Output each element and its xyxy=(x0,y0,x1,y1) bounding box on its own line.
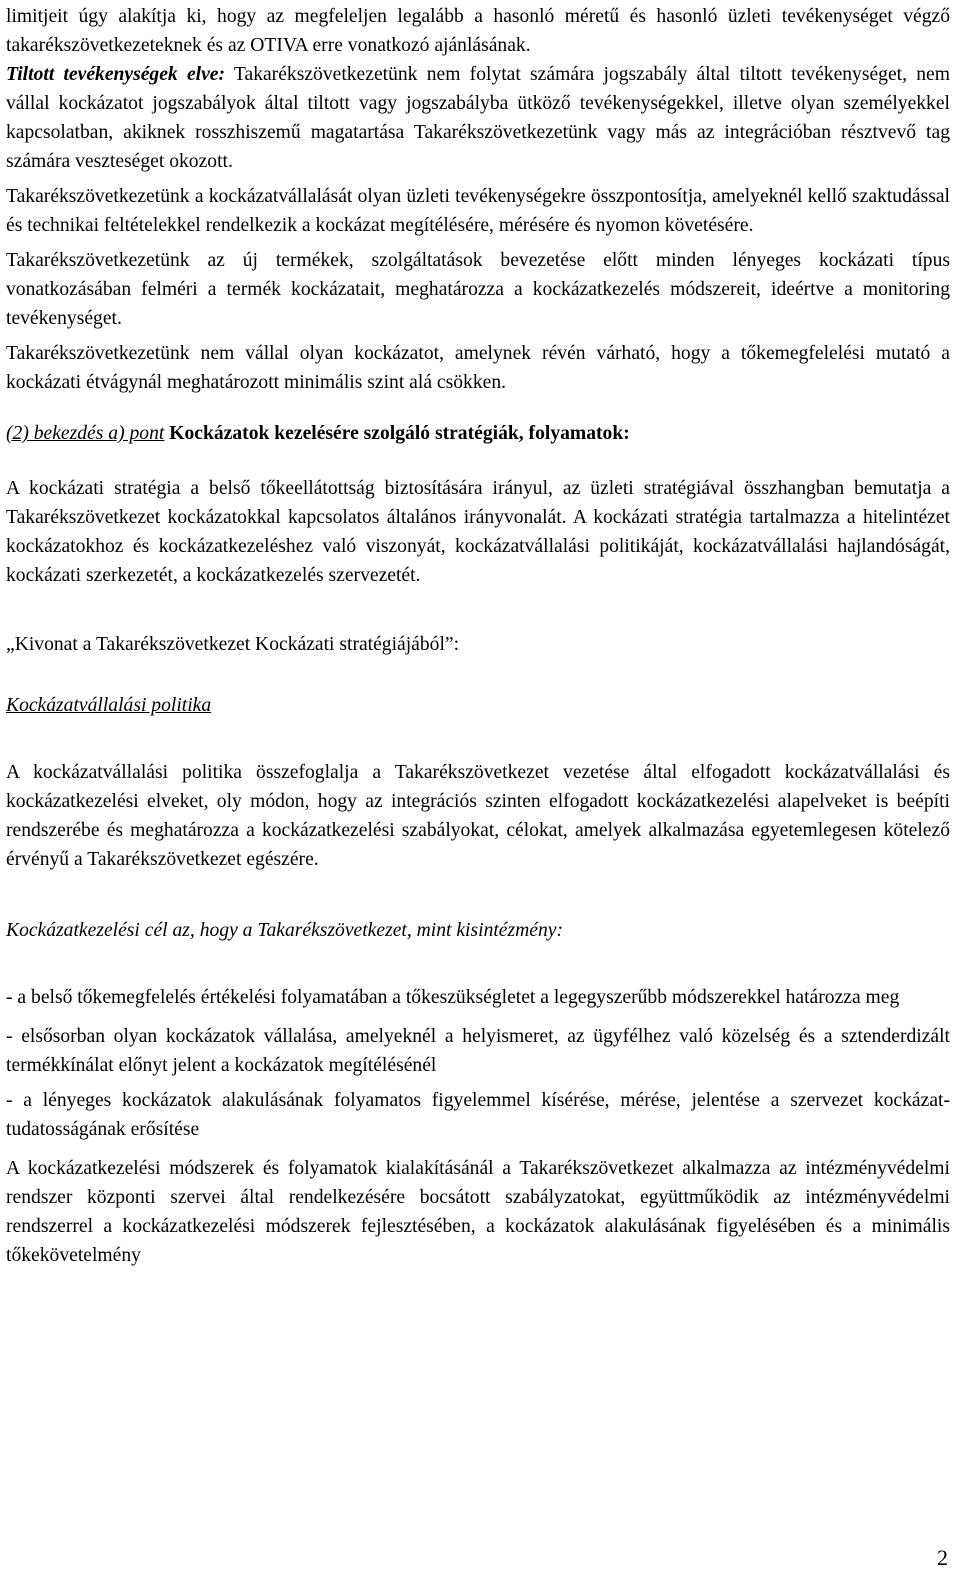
paragraph-prohibited-activities xyxy=(6,60,950,176)
paragraph-risk-methods: A kockázatkezelési módszerek és folyamatok kialakításánál a Takarékszövetkezet alkalmazza az intézményvédelmi rendszer központi szervei által rendelkezésére bocsátott szabályzatokat, együttműködik az intézményvédelmi rendszerrel a kockázatkezelési módszerek fejlesztésében, a kockázatok alakulásának figyelésében és a minimális tőkekövetelmény xyxy=(6,1158,950,1266)
page-number: 2 xyxy=(937,1545,948,1570)
prohibited-activities-text: Takarékszövetkezetünk nem folytat számára jogszabály által tiltott tevékenységet, nem vállal kockázatot jogszabályok által tiltott vagy jogszabályba ütköző tevékenységekkel, illetve olyan személyekkel kapcsolatban, akiknek rosszhiszemű magatartása Takarékszövetkezetünk vagy más az integrációban résztvevő tag számára veszteséget okozott. xyxy=(6,64,950,172)
paragraph-risk-strategy: A kockázati stratégia a belső tőkeellátottság biztosítására irányul, az üzleti stratégiával összhangban bemutatja a Takarékszövetkezet kockázatokkal kapcsolatos általános irányvonalát. A kockázati stratégia tartalmazza a hitelintézet kockázatokhoz és kockázatkezeléshez való viszonyát, kockázatvállalási politikáját, kockázatvállalási hajlandóságát, kockázati szerkezetét, a kockázatkezelés szervezetét. xyxy=(6,478,950,586)
paragraph-capital-adequacy: Takarékszövetkezetünk nem vállal olyan kockázatot, amelynek révén várható, hogy a tőkemegfelelési mutató a kockázati étvágynál meghatározott minimális szint alá csökken. xyxy=(6,343,950,393)
goal-title: Kockázatkezelési cél az, hogy a Takarékszövetkezet, mint kisintézmény: xyxy=(6,920,563,941)
policy-title: Kockázatvállalási politika xyxy=(6,695,212,716)
paragraph-risk-focus: Takarékszövetkezetünk a kockázatvállalását olyan üzleti tevékenységekre összpontosítja, amelyeknél kellő szaktudással és technikai feltételekkel rendelkezik a kockázat megítélésére, mérésére és nyomon követésére. xyxy=(6,186,950,236)
document-page xyxy=(6,2,950,1270)
bullet-item: - a lényeges kockázatok alakulásának folyamatos figyelemmel kísérése, mérése, jelentése a szervezet kockázat-tudatosságának erősítése xyxy=(6,1090,950,1140)
paragraph-risk-policy: A kockázatvállalási politika összefoglalja a Takarékszövetkezet vezetése által elfogadott kockázatvállalási és kockázatkezelési elveket, oly módon, hogy az integrációs szinten elfogadott kockázatkezelési alapelveket is beépíti rendszerébe és meghatározza a kockázatkezelési szabályokat, célokat, amelyek alkalmazása egyetemlegesen kötelező érvényű a Takarékszövetkezet egészére. xyxy=(6,762,950,870)
extract-title: „Kivonat a Takarékszövetkezet Kockázati stratégiájából”: xyxy=(6,634,460,655)
bullet-item: - a belső tőkemegfelelés értékelési folyamatában a tőkeszükségletet a legegyszerűbb módszerekkel határozza meg xyxy=(6,987,900,1008)
prohibited-activities-lead: Tiltott tevékenységek elve: xyxy=(6,64,226,85)
paragraph-limits: limitjeit úgy alakítja ki, hogy az megfeleljen legalább a hasonló méretű és hasonló üzleti tevékenységet végző takarékszövetkezeteknek és az OTIVA erre vonatkozó ajánlásának. xyxy=(6,6,950,56)
bullet-item: - elsősorban olyan kockázatok vállalása, amelyeknél a helyismeret, az ügyfélhez való közelség és a sztenderdizált termékkínálat előnyt jelent a kockázatok megítélésénél xyxy=(6,1026,950,1076)
section-title: Kockázatok kezelésére szolgáló stratégiák, folyamatok: xyxy=(164,423,630,444)
paragraph-new-products: Takarékszövetkezetünk az új termékek, szolgáltatások bevezetése előtt minden lényeges kockázati típus vonatkozásában felméri a termék kockázatait, meghatározza a kockázatkezelés módszereit, ideértve a monitoring tevékenységet. xyxy=(6,250,950,329)
section-reference: (2) bekezdés a) pont xyxy=(6,423,165,444)
section-heading xyxy=(6,419,950,448)
